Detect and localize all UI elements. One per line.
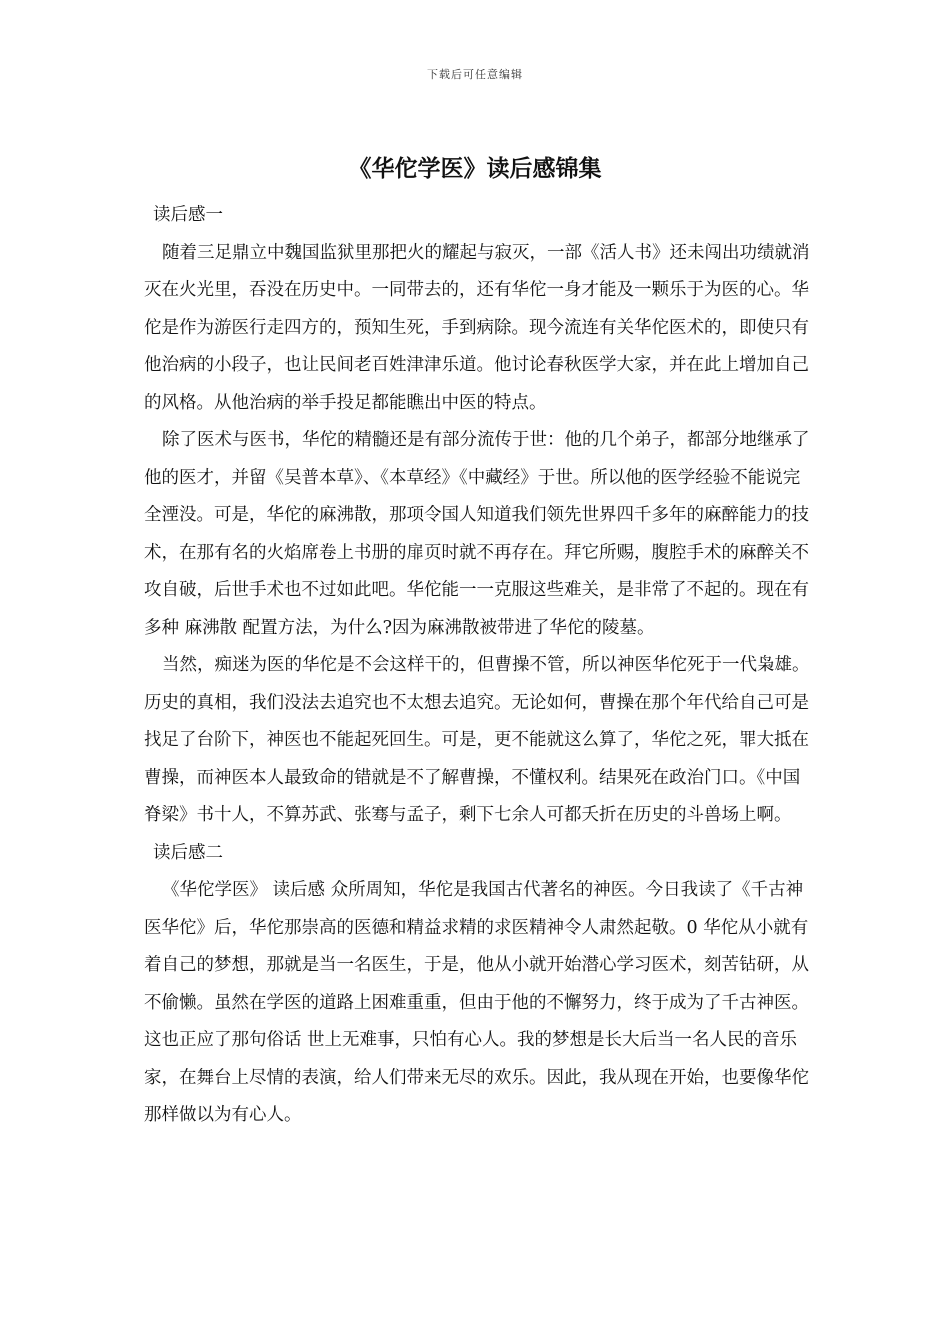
document-body xyxy=(144,197,814,1135)
paragraph: 除了医术与医书，华佗的精髓还是有部分流传于世：他的几个弟子，都部分地继承了他的医才，并留《吴普本草》、《本草经》《中藏经》于世。所以他的医学经验不能说完全湮没。可是，华佗的麻沸散，那项令国人知道我们领先世界四千多年的麻醉能力的技术，在那有名的火焰席卷上书册的扉页时就不再存在。拜它所赐，腹腔手术的麻醉关不攻自破，后世手术也不过如此吧。华佗能一一克服这些难关，是非常了不起的。现在有多种 麻沸散 配置方法，为什么?因为麻沸散被带进了华佗的陵墓。 xyxy=(144,430,810,638)
section-label-1: 读后感一 xyxy=(153,205,223,225)
paragraph: 《华佗学医》 读后感 众所周知，华佗是我国古代著名的神医。今日我读了《千古神医华佗》后，华佗那崇高的医德和精益求精的求医精神令人肃然起敬。0 华佗从小就有着自己的梦想，那就是当一名医生，于是，他从小就开始潜心学习医术，刻苦钻研，从不偷懒。虽然在学医的道路上困难重重，但由于他的不懈努力，终于成为了千古神医。这也正应了那句俗话 世上无难事，只怕有心人。我的梦想是长大后当一名人民的音乐家，在舞台上尽情的表演，给人们带来无尽的欢乐。因此，我从现在开始，也要像华佗那样做以为有心人。 xyxy=(144,880,809,1125)
section-label-2: 读后感二 xyxy=(153,842,223,863)
paragraph: 随着三足鼎立中魏国监狱里那把火的耀起与寂灭，一部《活人书》还未闯出功绩就消灭在火光里，吞没在历史中。一同带去的，还有华佗一身才能及一颗乐于为医的心。华佗是作为游医行走四方的，预知生死，手到病除。现今流连有关华佗医术的，即使只有他治病的小段子，也让民间老百姓津津乐道。他讨论春秋医学大家，并在此上增加自己的风格。从他治病的举手投足都能瞧出中医的特点。 xyxy=(144,242,810,413)
document-title: 《华佗学医》读后感锦集 xyxy=(348,156,602,182)
paragraph: 当然，痴迷为医的华佗是不会这样干的，但曹操不管，所以神医华佗死于一代枭雄。历史的真相，我们没法去追究也不太想去追究。无论如何，曹操在那个年代给自己可是找足了台阶下，神医也不能起死回生。可是，更不能就这么算了，华佗之死，罪大抵在曹操，而神医本人最致命的错就是不了解曹操，不懂权利。结果死在政治门口。《中国脊梁》书十人，不算苏武、张骞与孟子，剩下七余人可都夭折在历史的斗兽场上啊。 xyxy=(144,655,810,825)
page-header: 下载后可任意编辑 xyxy=(427,68,523,81)
